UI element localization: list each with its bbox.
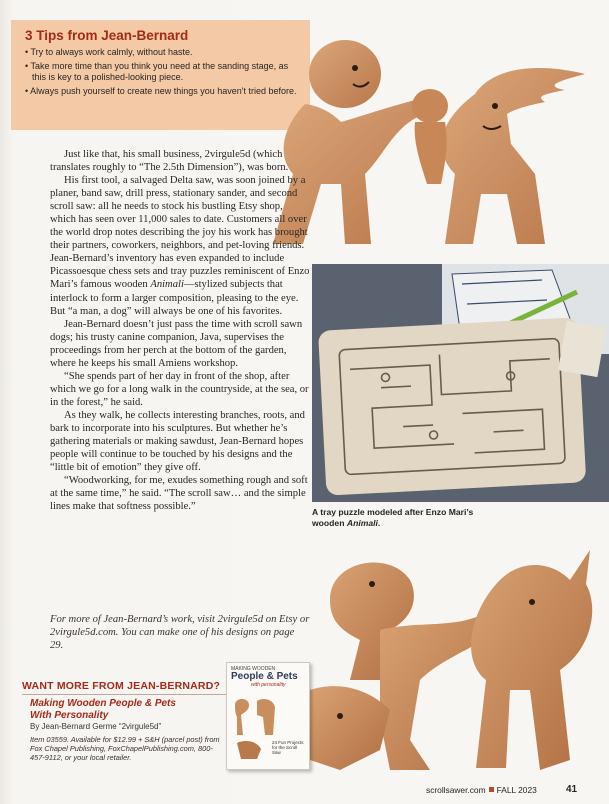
page-footer [426,785,537,795]
ad-book-title: Making Wooden People & Pets With Personality [30,698,176,721]
ad-heading: WANT MORE FROM JEAN-BERNARD? [22,680,221,692]
book-cover: MAKING WOODEN People & Pets with personality 24 Fun Projects for the Scroll Saw [226,662,310,770]
article-paragraph: Just like that, his small business, 2virgule5d (which translates roughly to “The 2.5th Dimension”), was born. [50,149,289,174]
article-paragraph: His first tool, a salvaged Delta saw, was soon joined by a planer, band saw, drill press, stationary sander, and second scroll saw: all he needs to stock his bustling Etsy shop, which has seen over 11,000 sales to date. Customers all over the world drop notes describing the joy his work has brought their partners, coworkers, neighbors, and pet-loving friends. Jean-Bernard’s inventory has even expanded to include Picassoesque chess sets and tray puzzles reminiscent of Enzo Mari’s famous wooden Animali—stylized subjects that interlock to form a larger composition, pleasing to the eye. But “a man, a dog” will always be one of his favorites. [50,175,310,317]
article-paragraph: Jean-Bernard doesn’t just pass the time with scroll sawn dogs; his trusty canine companion, Java, supervises the proceedings from her perch at the bottom of the garden, where he keeps his small Amiens workshop. [50,318,303,369]
photo-wooden-figures-bottom [310,540,609,780]
tip-item: • Take more time than you think you need at the sanding stage, as this is key to a polished-looking piece. [25,61,300,83]
article-paragraph: “Woodworking, for me, exudes something rough and soft at the same time,” he said. “The scroll saw… and the simple lines make that softness possible.” [50,475,308,513]
footer-separator [489,787,494,792]
article-closing: For more of Jean-Bernard’s work, visit 2virgule5d on Etsy or 2virgule5d.com. You can make one of his designs on page 29. [50,614,310,651]
tip-item: • Try to always work calmly, without haste. [25,47,300,58]
ad-divider [22,694,232,695]
tips-title: 3 Tips from Jean-Bernard [25,28,189,43]
ad-purchase-note: Item 03559. Available for $12.99 + S&H (parcel post) from Fox Chapel Publishing, FoxChapelPublishing.com, 800-457-9112, or your local retailer. [30,735,220,762]
tip-item: • Always push yourself to create new things you haven't tried before. [25,86,300,97]
footer-issue: FALL 2023 [496,785,537,795]
article-paragraph: “She spends part of her day in front of the shop, after which we go for a long walk in the countryside, at the sea, or in the forest,” he said. [50,370,309,408]
article-body [50,148,310,513]
footer-site: scrollsawer.com [426,785,486,795]
book-ad [22,680,222,762]
ad-author: By Jean-Bernard Germe “2virgule5d” [30,722,162,731]
photo-tray-puzzle [312,264,609,502]
photo-caption: A tray puzzle modeled after Enzo Mari’s wooden Animali. [312,507,474,528]
page-number: 41 [566,784,578,795]
article-paragraph: As they walk, he collects interesting branches, roots, and bark to incorporate into his sculptures. But whether he’s gathering materials or making sawdust, Jean-Bernard hopes people will continue to be touched by his designs and the “little bit of emotion” they give off. [50,409,305,474]
